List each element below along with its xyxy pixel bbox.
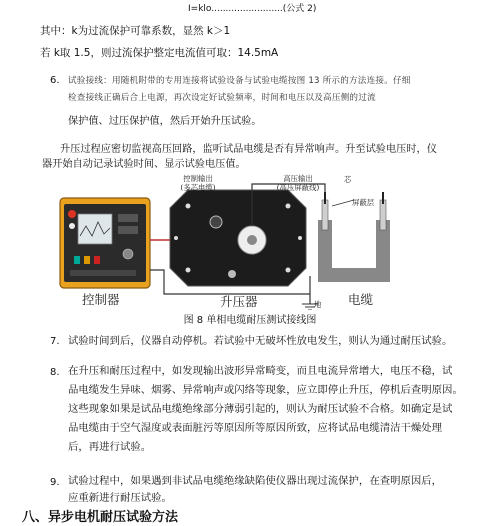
item-9-line1: 试验过程中，如果遇到非试品电缆绝缘缺陷使仪器出现过流保护，在查明原因后， xyxy=(68,475,443,487)
section-heading: 八、异步电机耐压试验方法 xyxy=(22,510,179,525)
ctrl-out-label-1: 控制输出 xyxy=(183,174,213,183)
controller-device xyxy=(60,198,150,288)
item-8-line: 品电缆由于空气湿度或表面脏污等原因所等原因所致，应将试品电缆清洁干燥处理 xyxy=(68,422,443,434)
item-8-text xyxy=(68,362,463,457)
item-9-number: 9. xyxy=(50,477,60,488)
item-6-line2: 检查接线正确后合上电源，再次设定好试验频率，时间和电压以及高压侧的过流 xyxy=(68,93,376,103)
item-6-number: 6. xyxy=(50,75,60,86)
k-description: 其中：k为过流保护可靠系数，显然 k＞1 xyxy=(40,25,231,37)
k-value: 若 k取 1.5，则过流保护整定电流值可取：14.5mA xyxy=(40,47,279,59)
item-8-line: 在升压和耐压过程中，如发现输出波形异常畸变，而且电流异常增大，电压不稳，试 xyxy=(68,365,453,377)
item-7-number: 7. xyxy=(50,336,60,347)
ctrl-out-label-2: (多芯电缆) xyxy=(180,183,216,192)
item-6-para2: 器开始自动记录试验时间、显示试验电压值。 xyxy=(42,159,246,170)
wiring-diagram xyxy=(56,170,426,310)
figure-caption: 图 8 单相电缆耐压测试接线图 xyxy=(183,315,317,326)
booster-device xyxy=(170,190,306,286)
item-8-number: 8. xyxy=(50,367,60,378)
ground-label: 地 xyxy=(314,300,322,309)
booster-label: 升压器 xyxy=(220,294,258,309)
item-8-line: 后，再进行试验。 xyxy=(68,441,152,453)
wiring-figure xyxy=(56,170,426,310)
item-7-line1: 试验时间到后，仪器自动停机。若试验中无破坏性放电发生，则认为通过耐压试验。 xyxy=(68,335,453,347)
item-6-line3: 保护值、过压保护值，然后开始升压试验。 xyxy=(68,116,262,127)
shield-label: 屏蔽层 xyxy=(352,198,375,207)
item-8-line: 品电缆发生异味、烟雾、异常响声或闪络等现象，应立即停止升压，停机后查明原因。 xyxy=(68,384,463,396)
item-9-line2: 应重新进行耐压试验。 xyxy=(68,492,172,504)
hv-out-label-1: 高压输出 xyxy=(283,174,313,183)
item-6-line1: 试验接线：用随机附带的专用连接将试验设备与试验电缆按图 13 所示的方法连接。仔细 xyxy=(68,76,411,86)
item-6-para1: 升压过程应密切监视高压回路，监听试品电缆是否有异常响声。升至试验电压时，仪 xyxy=(60,144,437,155)
item-8-line: 这些现象如果是试品电缆绝缘部分薄弱引起的，则认为耐压试验不合格。如确定是试 xyxy=(68,403,453,415)
hv-out-label-2: (高压屏蔽线) xyxy=(276,183,320,192)
controller-label: 控制器 xyxy=(82,292,120,307)
formula-line: I=klo.........................(公式 2) xyxy=(188,4,317,14)
cable-label: 电缆 xyxy=(348,292,374,307)
core-label: 芯 xyxy=(344,175,352,184)
